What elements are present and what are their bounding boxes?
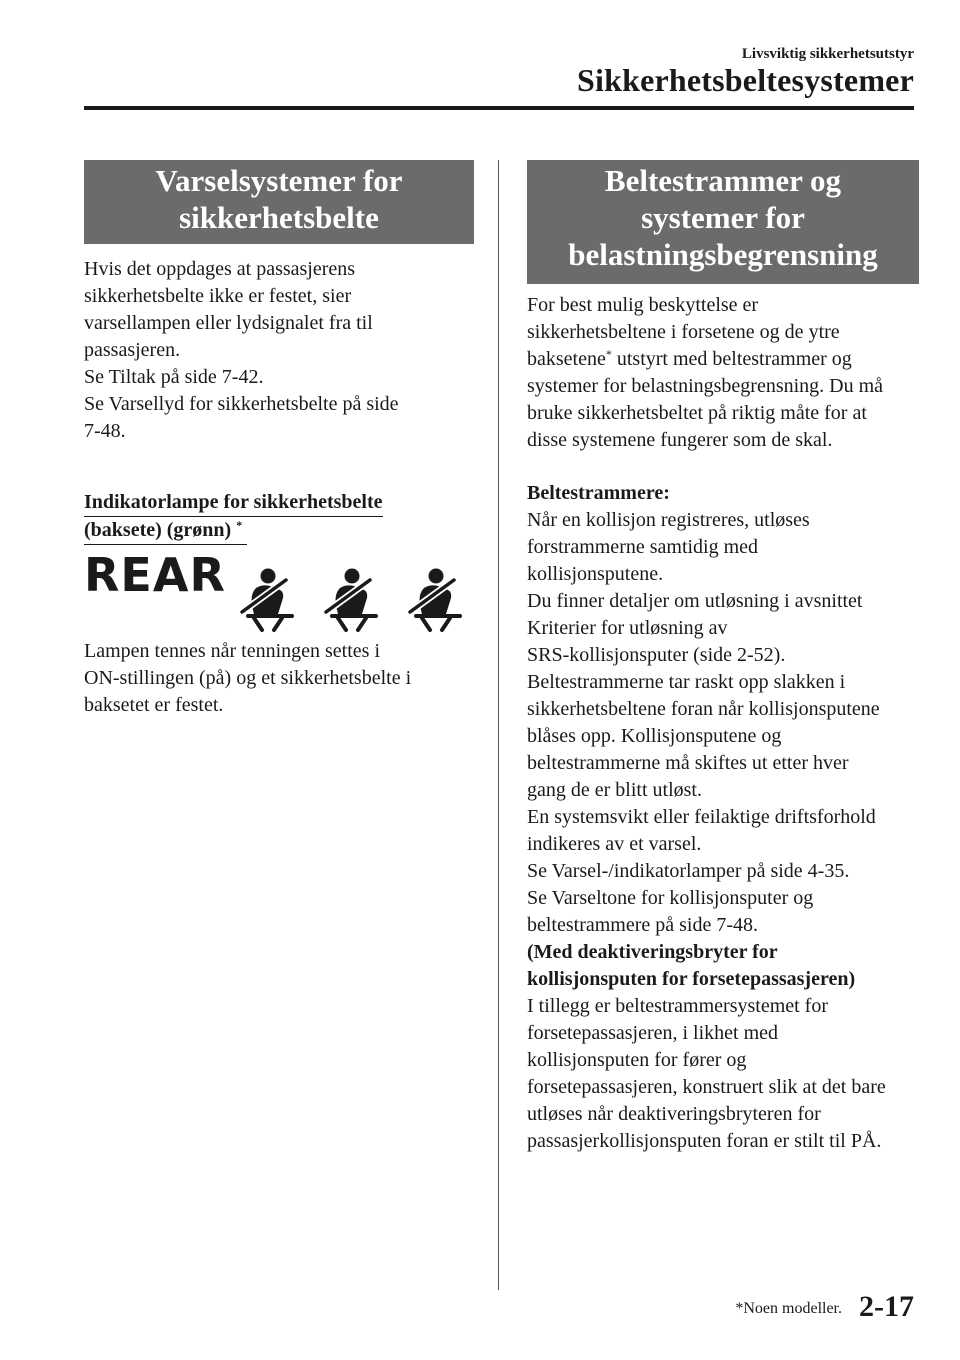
text-line: Se Varsellyd for sikkerhetsbelte på side bbox=[84, 393, 399, 415]
text-line: En systemsvikt eller feilaktige driftsforhold bbox=[527, 806, 876, 828]
text-line: kollisjonsputen for fører og bbox=[527, 1049, 747, 1071]
text-line: systemer for belastningsbegrensning. Du må bbox=[527, 375, 884, 397]
text-line: Se Varsel-/indikatorlamper på side 4-35. bbox=[527, 860, 850, 882]
text-line: Se Tiltak på side 7-42. bbox=[84, 366, 264, 388]
text-line: Beltestrammerne tar raskt opp slakken i bbox=[527, 671, 846, 693]
text-line bbox=[527, 346, 919, 373]
header-rule bbox=[84, 106, 914, 110]
warning-intro-text bbox=[84, 256, 474, 445]
text-line: indikeres av et varsel. bbox=[527, 833, 702, 855]
text-line: beltestrammere på side 7-48. bbox=[527, 914, 759, 936]
seatbelt-icon bbox=[406, 566, 472, 632]
subheading-text: (baksete) (grønn) bbox=[84, 519, 232, 541]
rear-indicator-label: REAR bbox=[84, 548, 226, 602]
text-line: gang de er blitt utløst. bbox=[527, 779, 702, 801]
text-line: forsetepassasjeren, konstruert slik at det bare bbox=[527, 1076, 886, 1098]
page-title: Sikkerhetsbeltesystemer bbox=[577, 62, 914, 98]
text-line: sikkerhetsbeltene foran når kollisjonsputene bbox=[527, 698, 880, 720]
banner-line: belastningsbegrensning bbox=[568, 237, 878, 273]
text-line: Lampen tennes når tenningen settes i bbox=[84, 640, 381, 662]
text-line: ON-stillingen (på) og et sikkerhetsbelte i bbox=[84, 667, 412, 689]
text-line: Kriterier for utløsning av bbox=[527, 617, 728, 639]
seatbelt-icon bbox=[322, 566, 388, 632]
text-line: sikkerhetsbelte ikke er festet, sier bbox=[84, 285, 352, 307]
text-line: disse systemene fungerer som de skal. bbox=[527, 429, 833, 451]
banner-line: Varselsystemer for bbox=[155, 163, 403, 198]
deactivation-switch-heading: (Med deaktiveringsbryter for bbox=[527, 941, 778, 963]
text-line: Når en kollisjon registreres, utløses bbox=[527, 509, 810, 531]
banner-line: systemer for bbox=[641, 200, 805, 236]
indicator-subheading bbox=[84, 489, 474, 545]
banner-line: Beltestrammer og bbox=[604, 163, 842, 198]
text-fragment: baksetene bbox=[527, 348, 606, 370]
text-line: bruke sikkerhetsbeltet på riktig måte for at bbox=[527, 402, 867, 424]
indicator-description bbox=[84, 638, 474, 719]
asterisk-mark: * bbox=[236, 518, 243, 532]
pretensioner-banner bbox=[527, 160, 919, 284]
column-divider bbox=[498, 160, 499, 1290]
text-fragment: utstyrt med beltestrammer og bbox=[611, 348, 852, 370]
pretensioner-text bbox=[527, 507, 919, 939]
text-line: blåses opp. Kollisjonsputene og bbox=[527, 725, 782, 747]
right-column bbox=[527, 160, 919, 1155]
header-section-label: Livsviktig sikkerhetsutstyr bbox=[741, 46, 914, 62]
text-line: 7-48. bbox=[84, 420, 126, 442]
subheading-line bbox=[84, 517, 247, 545]
deactivation-switch-text bbox=[527, 993, 919, 1155]
text-line: beltestrammerne må skiftes ut etter hver bbox=[527, 752, 849, 774]
subheading-line: Indikatorlampe for sikkerhetsbelte bbox=[84, 489, 383, 517]
text-line: For best mulig beskyttelse er bbox=[527, 294, 759, 316]
text-line: varsellampen eller lydsignalet fra til bbox=[84, 312, 373, 334]
text-line: baksetet er festet. bbox=[84, 694, 224, 716]
text-line: utløses når deaktiveringsbryteren for bbox=[527, 1103, 821, 1125]
warning-system-banner bbox=[84, 160, 474, 244]
text-line: Du finner detaljer om utløsning i avsnittet bbox=[527, 590, 863, 612]
text-line: sikkerhetsbeltene i forsetene og de ytre bbox=[527, 321, 840, 343]
asterisk-mark: * bbox=[605, 347, 612, 361]
left-column bbox=[84, 160, 474, 545]
seatbelt-icon bbox=[238, 566, 304, 632]
text-line: passasjeren. bbox=[84, 339, 181, 361]
pretensioner-heading: Beltestrammere: bbox=[527, 482, 670, 504]
text-line: forsetepassasjeren, i likhet med bbox=[527, 1022, 779, 1044]
text-line: forstrammerne samtidig med bbox=[527, 536, 759, 558]
text-line: SRS-kollisjonsputer (side 2-52). bbox=[527, 644, 786, 666]
text-line: Hvis det oppdages at passasjerens bbox=[84, 258, 356, 280]
text-line: Se Varseltone for kollisjonsputer og bbox=[527, 887, 814, 909]
banner-line: sikkerhetsbelte bbox=[179, 200, 379, 236]
pretensioner-intro-text bbox=[527, 292, 919, 454]
deactivation-switch-heading: kollisjonsputen for forsetepassasjeren) bbox=[527, 968, 856, 990]
text-line: passasjerkollisjonsputen foran er stilt til PÅ. bbox=[527, 1130, 882, 1152]
page-number: 2-17 bbox=[859, 1290, 914, 1323]
text-line: I tillegg er beltestrammersystemet for bbox=[527, 995, 829, 1017]
text-line: kollisjonsputene. bbox=[527, 563, 664, 585]
footnote: *Noen modeller. bbox=[735, 1300, 842, 1317]
